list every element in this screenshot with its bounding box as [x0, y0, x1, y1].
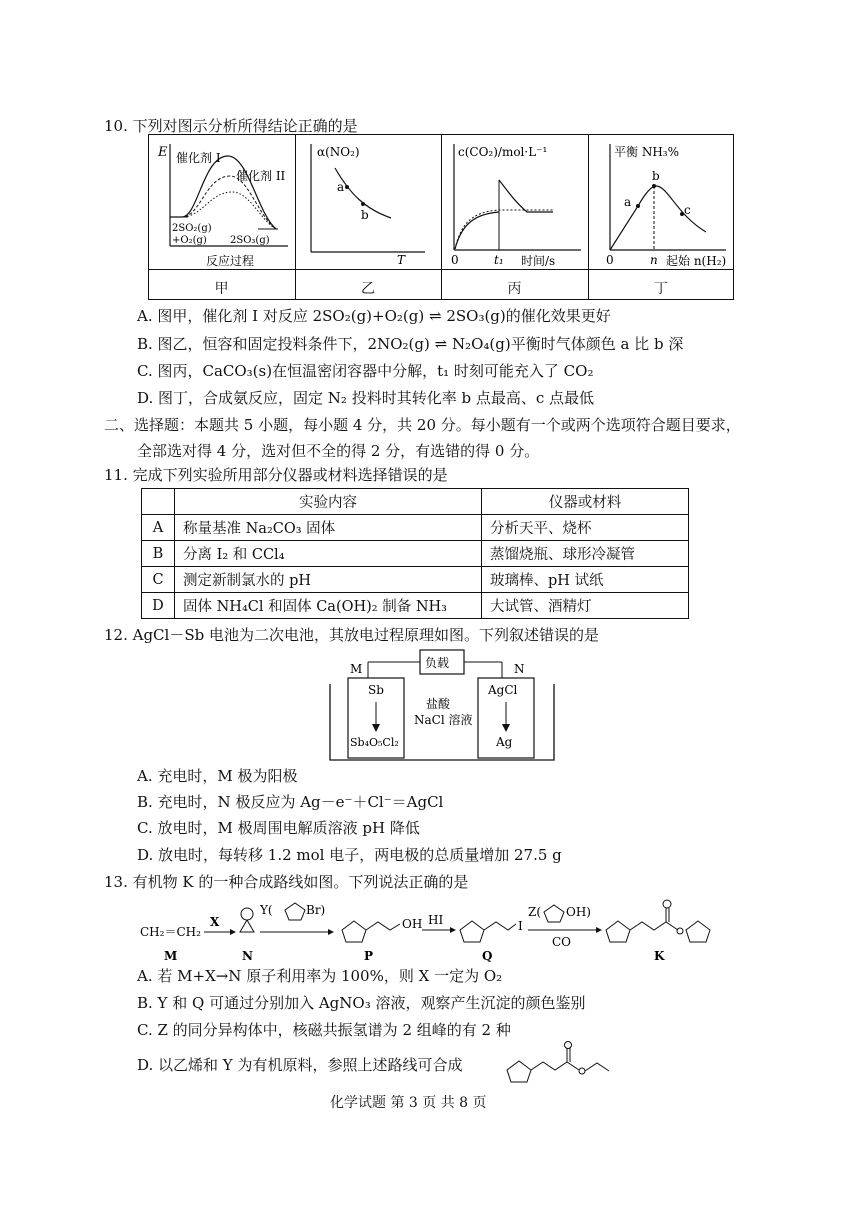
q12-option-a: A. 充电时，M 极为阳极 — [137, 767, 298, 785]
table-cell: B — [142, 541, 175, 567]
q11-table — [141, 488, 689, 619]
table-cell: 测定新制氯水的 pH — [175, 567, 482, 593]
fig-bing-caption: 丙 — [507, 281, 522, 297]
fig-yi-ylabel: α(NO₂) — [317, 145, 360, 159]
fig-yi-b: b — [361, 208, 369, 222]
table-cell: 固体 NH₄Cl 和固体 Ca(OH)₂ 制备 NH₃ — [175, 593, 482, 619]
q13-label-q: Q — [482, 949, 493, 963]
q13-label-n: N — [242, 949, 253, 963]
table-cell: 大试管、酒精灯 — [482, 593, 689, 619]
q13-z-end: OH) — [566, 905, 591, 919]
q13-option-b: B. Y 和 Q 可通过分别加入 AgNO₃ 溶液，观察产生沉淀的颜色鉴别 — [137, 994, 586, 1012]
fig-jia-cat1: 催化剂 I — [176, 151, 221, 165]
fig-jia-xlabel: 反应过程 — [206, 254, 255, 268]
q10-option-d: D. 图丁，合成氨反应，固定 N₂ 投料时其转化率 b 点最高、c 点最低 — [137, 389, 595, 407]
q13-stem: 13. 有机物 K 的一种合成路线如图。下列说法正确的是 — [104, 873, 469, 891]
q12-sb: Sb — [368, 683, 384, 697]
section2-line1: 二、选择题：本题共 5 小题，每小题 4 分，共 20 分。每小题有一个或两个选项符合题目要求， — [104, 416, 741, 434]
q12-sb-product: Sb₄O₅Cl₂ — [350, 736, 399, 749]
q12-load: 负载 — [425, 656, 450, 670]
q12-m: M — [350, 662, 363, 676]
fig-jia-reactant1: 2SO₂(g) — [172, 223, 212, 234]
q13-x: X — [210, 915, 220, 929]
table-cell: C — [142, 567, 175, 593]
table-row — [142, 515, 689, 541]
q12-option-c: C. 放电时，M 极周围电解质溶液 pH 降低 — [137, 819, 420, 837]
table-cell: D — [142, 593, 175, 619]
q10-option-c: C. 图丙，CaCO₃(s)在恒温密闭容器中分解，t₁ 时刻可能充入了 CO₂ — [137, 362, 594, 380]
table-header-cell: 仪器或材料 — [482, 489, 689, 515]
q13-co: CO — [552, 935, 572, 949]
section2-line2: 全部选对得 4 分，选对但不全的得 2 分，有选错的得 0 分。 — [137, 442, 540, 460]
q13-option-a: A. 若 M+X→N 原子利用率为 100%，则 X 一定为 O₂ — [137, 967, 503, 985]
q12-option-b: B. 充电时，N 极反应为 Ag－e⁻＋Cl⁻＝AgCl — [137, 793, 444, 811]
fig-jia-cat2: 催化剂 II — [236, 169, 286, 183]
table-row — [142, 593, 689, 619]
q13-y-reagent: Y( — [260, 903, 273, 917]
fig-bing-t1: t₁ — [494, 253, 504, 267]
q13-label-p: P — [364, 949, 374, 963]
q10-stem: 10. 下列对图示分析所得结论正确的是 — [104, 117, 358, 135]
table-cell: A — [142, 515, 175, 541]
table-cell: 玻璃棒、pH 试纸 — [482, 567, 689, 593]
fig-jia-product: 2SO₃(g) — [230, 235, 270, 246]
fig-ding-xlabel: 起始 n(H₂) — [666, 254, 727, 268]
fig-ding-origin: 0 — [606, 253, 614, 267]
fig-ding-ylabel: 平衡 NH₃% — [614, 145, 679, 159]
table-cell: 蒸馏烧瓶、球形冷凝管 — [482, 541, 689, 567]
table-header-cell — [142, 489, 175, 515]
q12-ag: Ag — [496, 735, 513, 749]
q13-synthesis-scheme — [138, 896, 738, 966]
table-cell: 分析天平、烧杯 — [482, 515, 689, 541]
table-cell: 分离 I₂ 和 CCl₄ — [175, 541, 482, 567]
q13-label-m: M — [164, 949, 178, 963]
fig-yi-xlabel: T — [397, 253, 406, 267]
fig-bing-xlabel: 时间/s — [521, 254, 556, 268]
q12-stem: 12. AgCl－Sb 电池为二次电池，其放电过程原理如图。下列叙述错误的是 — [104, 626, 599, 644]
q13-start: CH₂＝CH₂ — [140, 925, 201, 939]
fig-bing — [441, 134, 588, 269]
fig-yi — [295, 134, 441, 269]
fig-bing-origin: 0 — [451, 253, 459, 267]
q12-option-d: D. 放电时，每转移 1.2 mol 电子，两电极的总质量增加 27.5 g — [137, 846, 562, 864]
fig-bing-ylabel: c(CO₂)/mol·L⁻¹ — [458, 145, 548, 159]
fig-jia — [148, 134, 295, 269]
page-footer: 化学试题 第 3 页 共 8 页 — [330, 1095, 487, 1111]
fig-yi-caption: 乙 — [361, 281, 375, 297]
fig-ding-b: b — [652, 169, 660, 183]
q13-option-d-structure — [503, 1040, 623, 1090]
q13-y-end: Br) — [306, 903, 326, 917]
table-row — [142, 567, 689, 593]
fig-ding-caption: 丁 — [654, 281, 668, 297]
q10-option-a: A. 图甲，催化剂 I 对反应 2SO₂(g)+O₂(g) ⇌ 2SO₃(g)的催化效果更好 — [137, 307, 611, 325]
q11-stem: 11. 完成下列实验所用部分仪器或材料选择错误的是 — [104, 466, 448, 484]
q12-n: N — [514, 662, 525, 676]
q12-electrolyte2: NaCl 溶液 — [414, 713, 473, 727]
q12-cell-diagram — [322, 648, 572, 763]
q12-agcl: AgCl — [488, 683, 518, 697]
table-header-cell: 实验内容 — [175, 489, 482, 515]
fig-jia-caption: 甲 — [214, 281, 229, 297]
fig-yi-a: a — [337, 180, 345, 194]
fig-ding-a: a — [624, 195, 632, 209]
q13-i: I — [518, 919, 523, 933]
q13-option-c: C. Z 的同分异构体中，核磁共振氢谱为 2 组峰的有 2 种 — [137, 1021, 511, 1039]
table-header-row — [142, 489, 689, 515]
fig-ding-c: c — [684, 203, 691, 217]
q13-hi: HI — [428, 913, 444, 927]
fig-ding — [588, 134, 734, 269]
table-cell: 称量基准 Na₂CO₃ 固体 — [175, 515, 482, 541]
q13-oh: OH — [402, 917, 423, 931]
q10-option-b: B. 图乙，恒容和固定投料条件下，2NO₂(g) ⇌ N₂O₄(g)平衡时气体颜色 a 比 b 深 — [137, 335, 684, 353]
q13-option-d: D. 以乙烯和 Y 为有机原料，参照上述路线可合成 — [137, 1056, 463, 1074]
q13-z-reagent: Z( — [528, 905, 542, 919]
fig-ding-n: n — [650, 253, 658, 267]
table-row — [142, 541, 689, 567]
fig-jia-ylabel: E — [158, 145, 168, 160]
q12-electrolyte1: 盐酸 — [426, 697, 451, 711]
fig-jia-reactant2: +O₂(g) — [172, 235, 207, 246]
q13-label-k: K — [654, 949, 665, 963]
